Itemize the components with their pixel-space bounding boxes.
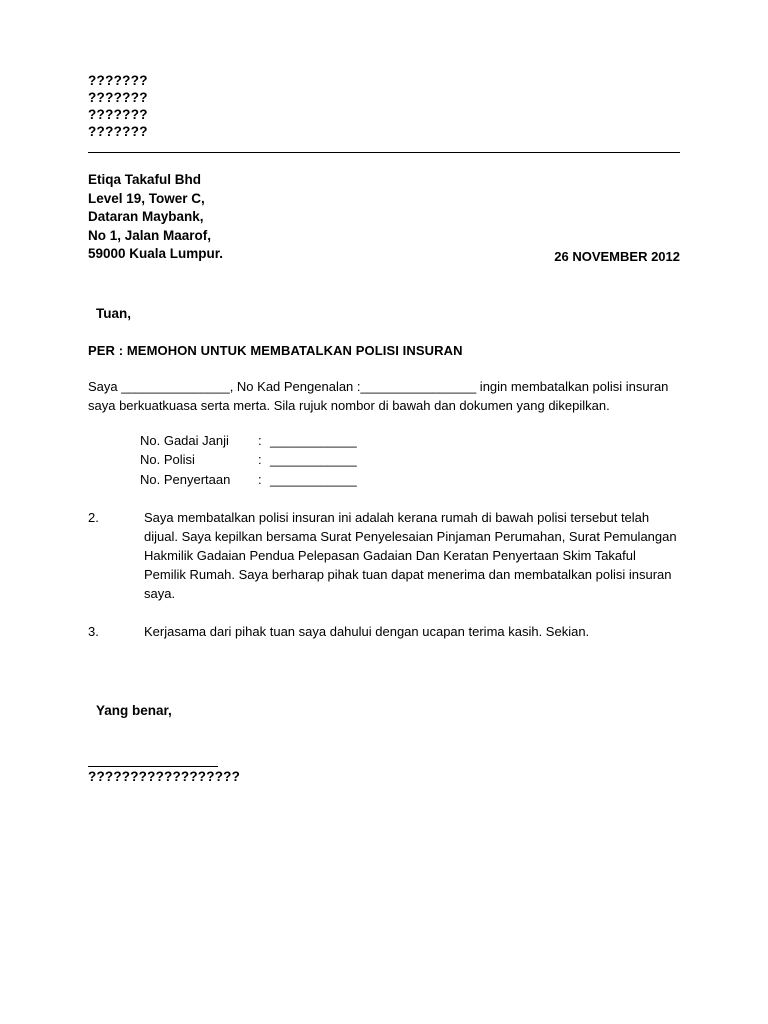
paragraph-text: Kerjasama dari pihak tuan saya dahului dengan ucapan terima kasih. Sekian.	[144, 624, 590, 639]
reference-row	[140, 450, 680, 470]
numbered-paragraph-2	[88, 508, 680, 603]
reference-colon: :	[258, 432, 262, 448]
reference-row	[140, 431, 680, 451]
reference-label: No. Polisi	[140, 452, 195, 467]
paragraph-text: Saya membatalkan polisi insuran ini adalah kerana rumah di bawah polisi tersebut telah dijual. Saya kepilkan bersama Surat Penyelesaian Pinjaman Perumahan, Surat Pemulangan Hakmilik Gadaian Pendua Pelepasan Gadaian Dan Keratan Penyertaan Skim Takaful Pemilik Rumah. Saya berharap pihak tuan dapat menerima dan membatalkan polisi insuran saya.	[144, 510, 677, 601]
recipient-and-date-row	[88, 171, 680, 264]
header-divider	[88, 152, 680, 153]
numbered-paragraph-3	[88, 622, 680, 641]
paragraph-number: 3.	[88, 624, 99, 639]
sender-address-block	[88, 72, 680, 140]
recipient-line-3: Dataran Maybank,	[88, 209, 204, 224]
letter-body	[88, 72, 680, 784]
reference-colon: :	[258, 471, 262, 487]
paragraph-number: 2.	[88, 510, 99, 525]
reference-number-list	[140, 431, 680, 490]
recipient-line-1: Etiqa Takaful Bhd	[88, 172, 202, 187]
reference-label: No. Penyertaan	[140, 471, 231, 487]
sender-address-line-4: ???????	[88, 124, 148, 139]
sender-address-line-3: ???????	[88, 107, 148, 122]
reference-colon: :	[258, 452, 262, 467]
body-paragraph-1: Saya _______________, No Kad Pengenalan :________________ ingin membatalkan polisi insuran saya berkuatkuasa serta merta. Sila rujuk nombor di bawah dan dokumen yang dikepilkan.	[88, 378, 669, 413]
reference-value: ____________	[270, 471, 357, 487]
reference-label: No. Gadai Janji	[140, 432, 229, 448]
salutation: Tuan,	[96, 305, 131, 321]
reference-value: ____________	[270, 432, 357, 448]
sender-address-line-2: ???????	[88, 90, 148, 105]
letter-date: 26 NOVEMBER 2012	[554, 248, 680, 264]
reference-row	[140, 470, 680, 490]
reference-value: ____________	[270, 452, 357, 467]
recipient-line-4: No 1, Jalan Maarof,	[88, 227, 212, 243]
recipient-line-5: 59000 Kuala Lumpur.	[88, 246, 224, 261]
signature-name: ??????????????????	[88, 769, 241, 784]
signature-line	[88, 766, 218, 767]
recipient-line-2: Level 19, Tower C,	[88, 190, 205, 206]
sender-address-line-1: ???????	[88, 73, 148, 88]
subject-line: PER : MEMOHON UNTUK MEMBATALKAN POLISI INSURAN	[88, 342, 463, 358]
closing-salutation: Yang benar,	[96, 703, 172, 718]
